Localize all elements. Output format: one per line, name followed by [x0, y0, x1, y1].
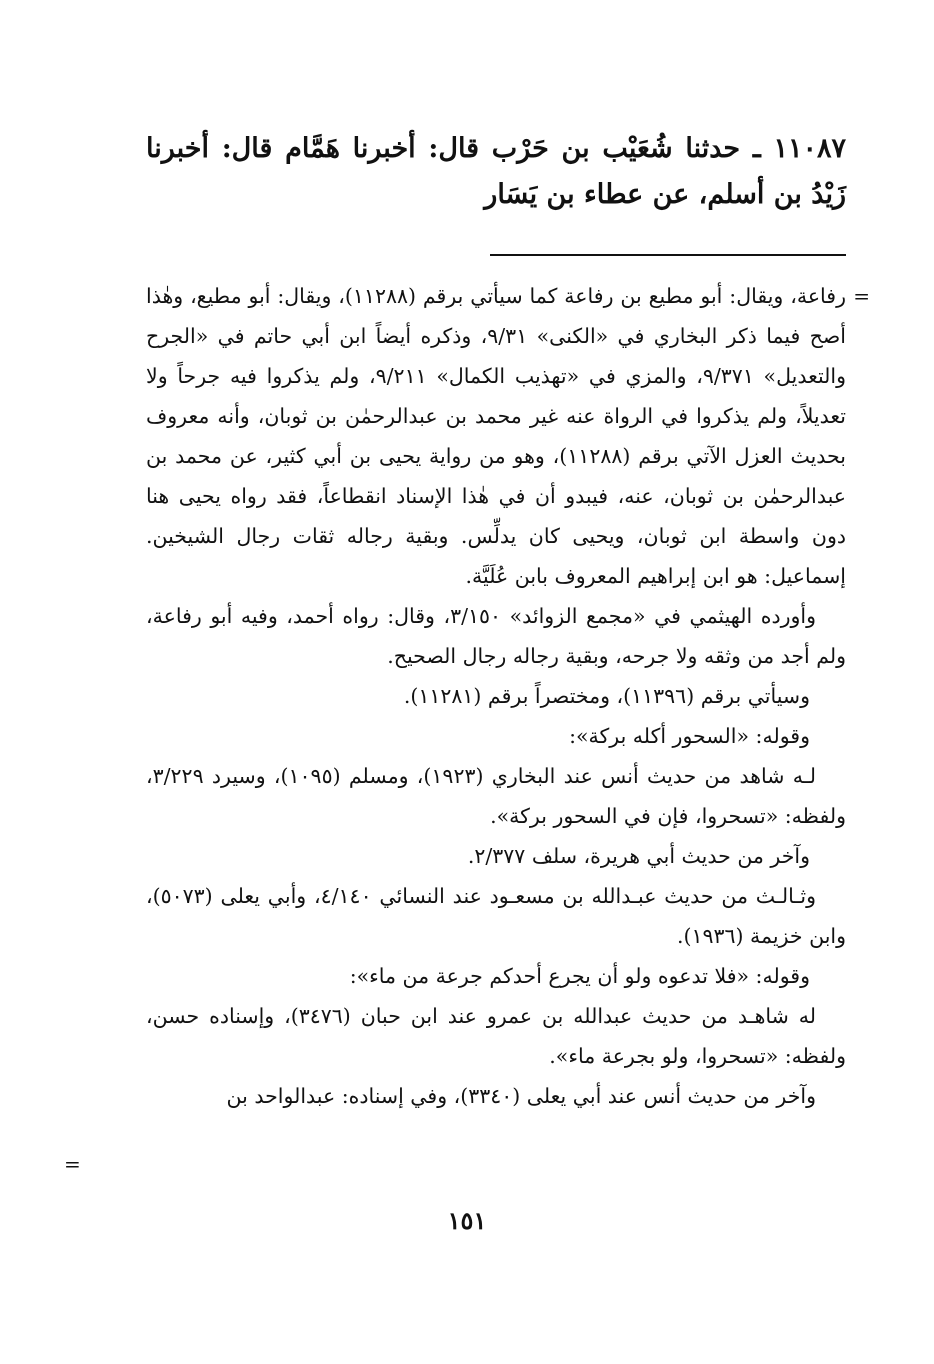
hadith-text — [146, 126, 846, 218]
continuation-mark-start: = — [853, 284, 870, 308]
footnote-paragraph: وثـالـث من حديث عبـدالله بن مسعـود عند النسائي ٤/١٤٠، وأبي يعلى (٥٠٧٣)، وابن خزيمة (١٩٣٦). — [146, 884, 846, 948]
footnote-paragraph: وسيأتي برقم (١١٣٩٦)، ومختصراً برقم (١١٢٨١). — [403, 684, 810, 708]
footnote-paragraph: وآخر من حديث أبي هريرة، سلف ٢/٣٧٧. — [467, 844, 810, 868]
hadith-body: ١١٠٨٧ ـ حدثنا شُعَيْب بن حَرْب قال: أخبرنا هَمَّام قال: أخبرنا زَيْدُ بن أسلم، عن عطاء بن يَسَار — [146, 133, 846, 210]
footnote-paragraph: رفاعة، ويقال: أبو مطيع بن رفاعة كما سيأتي برقم (١١٢٨٨)، ويقال: أبو مطيع، وهٰذا أصح فيما ذكر البخاري في «الكنى» ٩/٣١، وذكره أيضاً ابن أبي حاتم في «الجرح والتعديل» ٩/٣٧١، والمزي في «تهذيب الكمال» ٩/٢١١، ولم يذكروا فيه جرحاً ولا تعديلاً، ولم يذكروا في الرواة عنه غير محمد بن عبدالرحمٰن بن ثوبان، وأنه معروف بحديث العزل الآتي برقم (١١٢٨٨)، وهو من رواية يحيى بن أبي كثير، عن محمد بن عبدالرحمٰن بن ثوبان، عنه، فيبدو أن في هٰذا الإسناد انقطاعاً، فقد رواه يحيى هنا دون واسطة ابن ثوبان، ويحيى كان يدلِّس. وبقية رجاله ثقات رجال الشيخين. إسماعيل: هو ابن إبراهيم المعروف بابن عُلَيَّة. — [146, 284, 847, 588]
footnotes — [146, 276, 846, 1116]
footnote-paragraph: وأورده الهيثمي في «مجمع الزوائد» ٣/١٥٠، وقال: رواه أحمد، وفيه أبو رفاعة، ولم أجد من وثقه ولا جرحه، وبقية رجاله رجال الصحيح. — [146, 604, 846, 668]
continuation-mark-end: = — [64, 1152, 81, 1176]
page-number: ١٥١ — [447, 1206, 487, 1235]
footnote-paragraph: وآخر من حديث أنس عند أبي يعلى (٣٣٤٠)، وفي إسناده: عبدالواحد بن — [226, 1084, 816, 1108]
footnote-paragraph: وقوله: «السحور أكله بركة»: — [569, 724, 810, 748]
footnote-paragraph: وقوله: «فلا تدعوه ولو أن يجرع أحدكم جرعة من ماء»: — [349, 964, 810, 988]
footnote-paragraph: لـه شاهد من حديث أنس عند البخاري (١٩٢٣)، ومسلم (١٠٩٥)، وسيرد ٣/٢٢٩، ولفظه: «تسحروا، فإن في السحور بركة». — [146, 764, 846, 828]
footnote-separator — [490, 254, 846, 256]
footnote-paragraph: له شاهـد من حديث عبدالله بن عمرو عند ابن حبان (٣٤٧٦)، وإسناده حسن، ولفظه: «تسحروا، ولو بجرعة ماء». — [146, 1004, 846, 1068]
